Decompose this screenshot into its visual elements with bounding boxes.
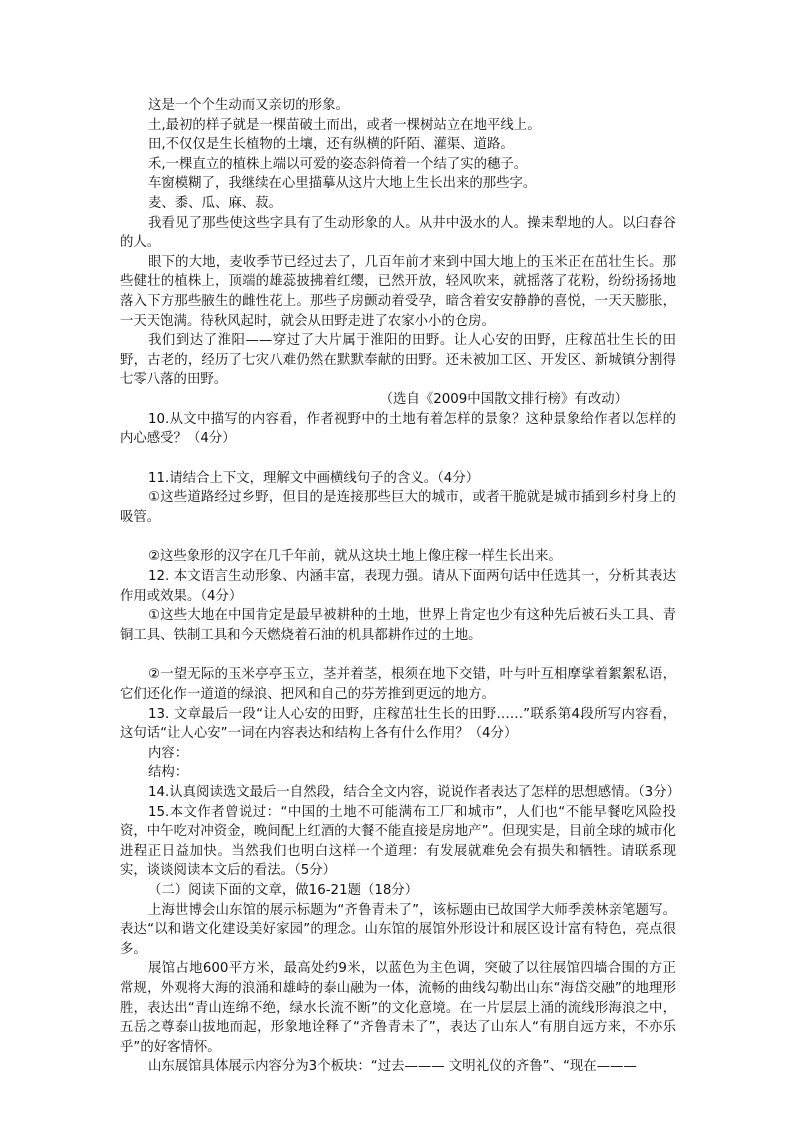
- paragraph: 这是一个个生动而又亲切的形象。: [148, 98, 349, 113]
- question-10: 10.从文中描写的内容看，作者视野中的土地有着怎样的景象？这种景象给作者以怎样的内心感受？（4分）: [120, 411, 676, 447]
- question-13-content-label: 内容：: [148, 745, 189, 761]
- paragraph: 我们到达了淮阳——穿过了大片属于淮阳的田野。让人心安的田野，庄稼茁壮生长的田野，古老的，经历了七灾八难仍然在默默奉献的田野。还未被加工区、开发区、新城镇分割得七零八落的田野。: [120, 333, 676, 388]
- answer-space: [120, 527, 676, 547]
- paragraph: 我看见了那些使这些字具有了生动形象的人。从井中汲水的人。操耒犁地的人。以臼舂谷的人。: [120, 215, 676, 251]
- paragraph: 车窗模糊了，我继续在心里描摹从这片大地上生长出来的那些字。: [148, 176, 537, 192]
- paragraph: 禾,一棵直立的植株上端以可爱的姿态斜倚着一个结了实的穗子。: [148, 156, 528, 172]
- question-15: 15.本文作者曾说过：“中国的土地不可能满布工厂和城市”，人们也“不能早餐吃风险投资，中午吃对冲资金，晚间配上红酒的大餐不能直接是房地产”。但现实是，目前全球的城市化进程正日益加快。当然我们也明白这样一个道理：有发展就难免会有损失和牺牲。请联系现实，谈谈阅读本文后的看法。（5分）: [120, 804, 676, 879]
- question-11-item-2: ②这些象形的汉字在几千年前，就从这块土地上像庄稼一样生长出来。: [148, 549, 562, 565]
- question-11-item-1: ①这些道路经过乡野，但目的是连接那些巨大的城市，或者干脆就是城市插到乡村身上的吸管。: [120, 490, 676, 525]
- paragraph: 土,最初的样子就是一棵苗破土而出，或者一棵树站立在地平线上。: [148, 117, 541, 133]
- passage-2-paragraph: 展馆占地600平方米，最高处约9米，以蓝色为主色调，突破了以往展馆四墙合围的方正常规，外观将大海的浪涌和雄峙的泰山融为一体，流畅的曲线勾勒出山东“海岱交融”的地理形胜，表达出“青山连绵不绝，绿水长流不断”的文化意境。在一片层层上涌的流线形海浪之中，五岳之尊泰山拔地而起，形象地诠释了“齐鲁青未了”，表达了山东人“有朋自远方来，不亦乐乎”的好客情怀。: [120, 961, 676, 1055]
- question-13: 13. 文章最后一段“让人心安的田野，庄稼茁壮生长的田野……”联系第4段所写内容看，这句话“让人心安”一词在内容表达和结构上各有什么作用？（4分）: [120, 706, 676, 742]
- question-12: 12. 本文语言生动形象、内涵丰富，表现力强。请从下面两句话中任选其一，分析其表达作用或效果。（4分）: [120, 569, 676, 604]
- question-12-item-1: ①这些大地在中国肯定是最早被耕种的土地，世界上肯定也少有这种先后被石头工具、青铜工具、铁制工具和今天燃烧着石油的机具都耕作过的土地。: [120, 608, 676, 643]
- question-12-item-2: ②一望无际的玉米亭亭玉立，茎并着茎，根须在地下交错，叶与叶互相摩挲着絮絮私语，它们还化作一道道的绿浪、把风和自己的芬芳推到更远的地方。: [120, 667, 676, 703]
- section-heading: （二）阅读下面的文章，做16-21题（18分）: [148, 882, 419, 898]
- document-body: [120, 96, 680, 1077]
- source-citation: （选自《2009中国散文排行榜》有改动）: [379, 391, 628, 407]
- question-13-structure-label: 结构：: [148, 765, 189, 781]
- question-14: 14.认真阅读选文最后一自然段，结合全文内容，说说作者表达了怎样的思想感情。（3分）: [148, 785, 680, 800]
- paragraph: 眼下的大地，麦收季节已经过去了，几百年前才来到中国大地上的玉米正在茁壮生长。那些健壮的植株上，顶端的雄蕊披拂着红缨，已然开放，轻风吹来，就摇落了花粉，纷纷扬扬地落入下方那些腋生的雌性花上。那些子房颤动着受孕，暗含着安安静静的喜悦，一天天膨胀，一天天饱满。待秋风起时，就会从田野走进了农家小小的仓房。: [120, 254, 676, 329]
- answer-space: [120, 645, 676, 665]
- paragraph: 麦、黍、瓜、麻、菽。: [148, 195, 282, 211]
- paragraph: 田,不仅仅是生长植物的土壤，还有纵横的阡陌、灌渠、道路。: [148, 137, 514, 153]
- passage-2-paragraph: 上海世博会山东馆的展示标题为“齐鲁青未了”，该标题由已故国学大师季羡林亲笔题写。表达“以和谐文化建设美好家园”的理念。山东馆的展馆外形设计和展区设计富有特色，亮点很多。: [120, 902, 676, 957]
- answer-space: [120, 449, 676, 469]
- question-11: 11.请结合上下文，理解文中画横线句子的含义。（4分）: [148, 470, 480, 486]
- passage-2-paragraph: 山东展馆具体展示内容分为3个板块：“过去——— 文明礼仪的齐鲁”、“现在———: [148, 1059, 637, 1075]
